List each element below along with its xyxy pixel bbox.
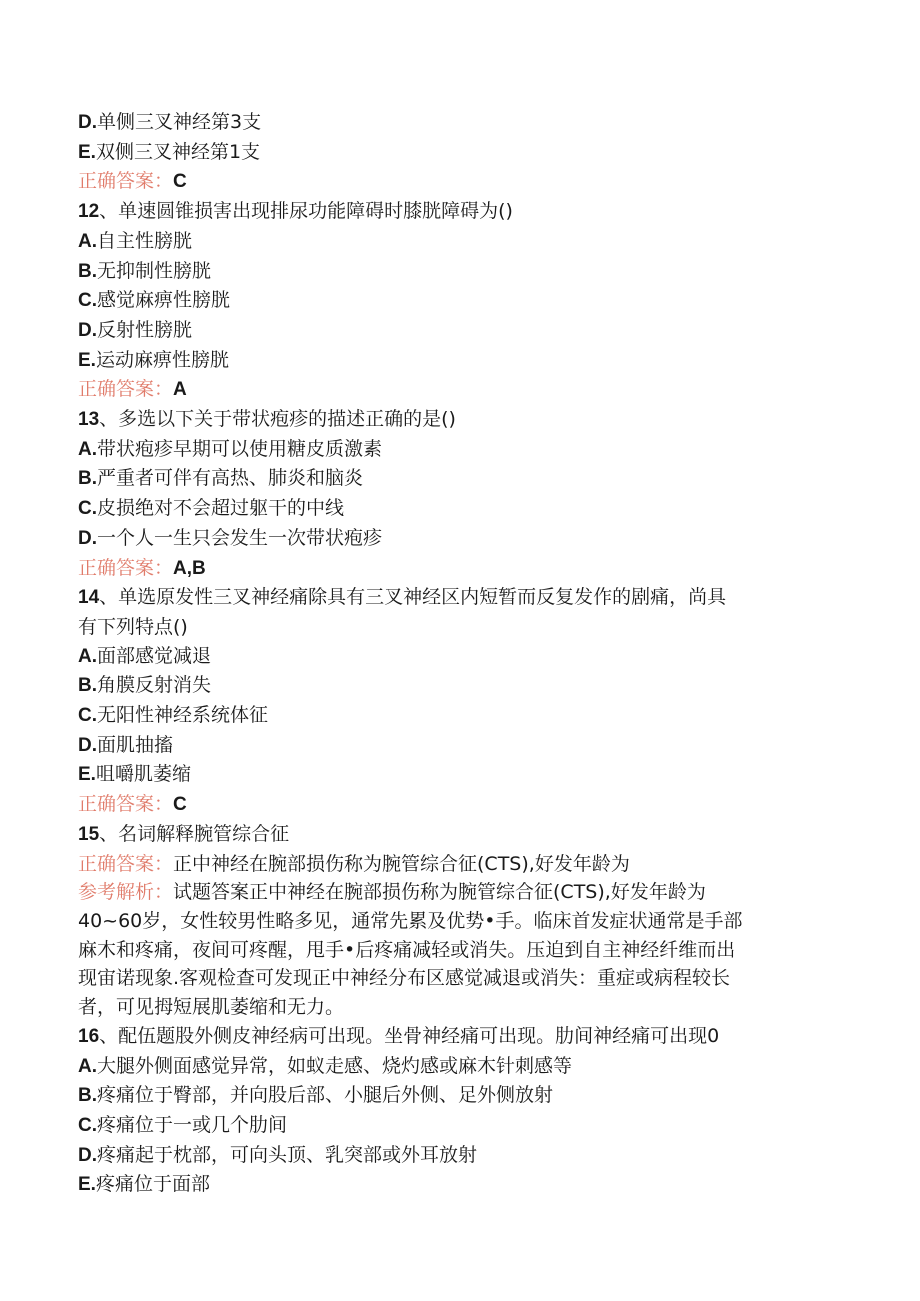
line-text: 有下列特点() [78, 615, 188, 638]
question-text: 、名词解释腕管综合征 [99, 822, 290, 845]
correct-answer [78, 790, 838, 820]
option-text: 严重者可伴有高热、肺炎和脑炎 [97, 467, 364, 490]
line-text: 麻木和疼痛，夜间可疼醒，甩手•后疼痛减轻或消失。压迫到自主神经纤维而出 [78, 938, 736, 961]
answer-option [78, 227, 838, 257]
analysis-text: 试题答案正中神经在腕部损伤称为腕管综合征(CTS),好发年龄为 [173, 881, 706, 904]
option-text: 运动麻痹性膀胱 [95, 348, 229, 371]
answer-option [78, 1081, 838, 1111]
option-letter: D. [78, 1144, 97, 1166]
option-text: 角膜反射消失 [97, 674, 212, 697]
option-text: 无抑制性膀胱 [97, 259, 212, 282]
option-text: 疼痛位于面部 [95, 1173, 210, 1196]
answer-option [78, 671, 838, 701]
question-text: 、单速圆锥损害出现排尿功能障碍时膝胱障碍为() [99, 200, 513, 223]
question-title [78, 583, 838, 613]
option-letter: D. [78, 112, 97, 133]
line-text: 40~60岁，女性较男性略多见，通常先累及优势•手。临床首发症状通常是手部 [78, 909, 743, 932]
answer-option [78, 642, 838, 672]
option-text: 咀嚼肌萎缩 [95, 763, 191, 786]
answer-option [78, 138, 838, 168]
option-text: 感觉麻痹性膀胱 [97, 289, 231, 312]
option-letter: C. [78, 705, 97, 727]
answer-option [78, 286, 838, 316]
line-text: 者，可见拇短展肌萎缩和无力。 [78, 996, 345, 1019]
option-letter: A. [78, 438, 97, 460]
option-letter: E. [78, 1174, 96, 1196]
answer-option [78, 346, 838, 376]
answer-option [78, 524, 838, 554]
option-letter: C. [78, 1114, 97, 1136]
document-page [78, 108, 838, 1200]
answer-option [78, 1111, 838, 1141]
answer-option [78, 257, 838, 287]
correct-answer [78, 850, 838, 879]
answer-label: 正确答案： [78, 793, 174, 816]
option-letter: C. [78, 498, 97, 520]
question-text: 、配伍题股外侧皮神经病可出现。坐骨神经痛可出现。肋间神经痛可出现0 [99, 1024, 720, 1047]
answer-text: 正中神经在腕部损伤称为腕管综合征(CTS),好发年龄为 [173, 852, 630, 875]
option-text: 疼痛起于枕部，可向头顶、乳突部或外耳放射 [97, 1143, 478, 1166]
option-text: 反射性膀胱 [97, 318, 193, 341]
question-title [78, 405, 838, 435]
question-number: 14 [78, 587, 100, 609]
answer-option [78, 701, 838, 731]
question-number: 12 [78, 201, 100, 223]
text-line [78, 907, 838, 936]
text-line [78, 993, 838, 1022]
option-text: 大腿外侧面感觉异常，如蚁走感、烧灼感或麻木针刺感等 [97, 1054, 573, 1077]
option-letter: B. [78, 260, 97, 282]
answer-value: C [173, 794, 187, 816]
option-letter: B. [78, 675, 97, 697]
question-title [78, 820, 838, 850]
option-text: 皮损绝对不会超过躯干的中线 [97, 497, 345, 520]
question-number: 15 [78, 823, 100, 845]
option-letter: B. [78, 1085, 97, 1107]
text-line [78, 936, 838, 965]
answer-option [78, 760, 838, 790]
option-text: 面肌抽搐 [97, 733, 174, 756]
option-text: 疼痛位于臀部，并向股后部、小腿后外侧、足外侧放射 [97, 1084, 554, 1107]
question-number: 13 [78, 409, 100, 431]
correct-answer [78, 167, 838, 197]
question-text: 、多选以下关于带状疱疹的描述正确的是() [99, 408, 456, 431]
question-title [78, 197, 838, 227]
answer-option [78, 316, 838, 346]
option-letter: A. [78, 645, 97, 667]
answer-label: 正确答案： [78, 378, 174, 401]
option-letter: A. [78, 1055, 97, 1077]
option-letter: D. [78, 527, 97, 549]
option-text: 疼痛位于一或几个肋间 [97, 1113, 288, 1136]
answer-value: C [173, 171, 187, 193]
answer-label: 正确答案： [78, 556, 174, 579]
option-text: 双侧三叉神经第1支 [95, 140, 261, 163]
option-text: 单侧三叉神经第3支 [97, 111, 262, 133]
analysis-label: 参考解析： [78, 881, 174, 904]
option-text: 面部感觉减退 [97, 644, 212, 667]
option-text: 无阳性神经系统体征 [97, 704, 269, 727]
option-letter: E. [78, 349, 96, 371]
answer-option [78, 731, 838, 761]
option-letter: A. [78, 230, 97, 252]
option-letter: C. [78, 290, 97, 312]
answer-label: 正确答案： [78, 170, 174, 193]
answer-option [78, 1052, 838, 1082]
line-text: 现宙诺现象.客观检查可发现正中神经分布区感觉减退或消失：重症或病程较长 [78, 967, 731, 990]
correct-answer [78, 375, 838, 405]
answer-option [78, 1170, 838, 1200]
text-line [78, 964, 838, 993]
question-number: 16 [78, 1025, 100, 1047]
option-letter: E. [78, 764, 96, 786]
question-text: 、单选原发性三叉神经痛除具有三叉神经区内短暂而反复发作的剧痛，尚具 [99, 586, 727, 609]
option-text: 自主性膀胱 [97, 229, 193, 252]
correct-answer [78, 554, 838, 584]
question-title [78, 1022, 838, 1052]
option-letter: D. [78, 319, 97, 341]
answer-option [78, 435, 838, 465]
answer-option [78, 1141, 838, 1171]
option-letter: D. [78, 734, 97, 756]
answer-option [78, 464, 838, 494]
answer-value: A,B [173, 557, 206, 579]
answer-option [78, 494, 838, 524]
option-letter: B. [78, 468, 97, 490]
answer-value: A [173, 379, 187, 401]
reference-analysis [78, 878, 838, 907]
text-line [78, 613, 838, 642]
option-text: 一个人一生只会发生一次带状疱疹 [97, 526, 383, 549]
option-text: 带状疱疹早期可以使用糖皮质激素 [97, 437, 383, 460]
option-letter: E. [78, 141, 96, 163]
answer-label: 正确答案： [78, 852, 174, 875]
answer-option [78, 108, 838, 138]
